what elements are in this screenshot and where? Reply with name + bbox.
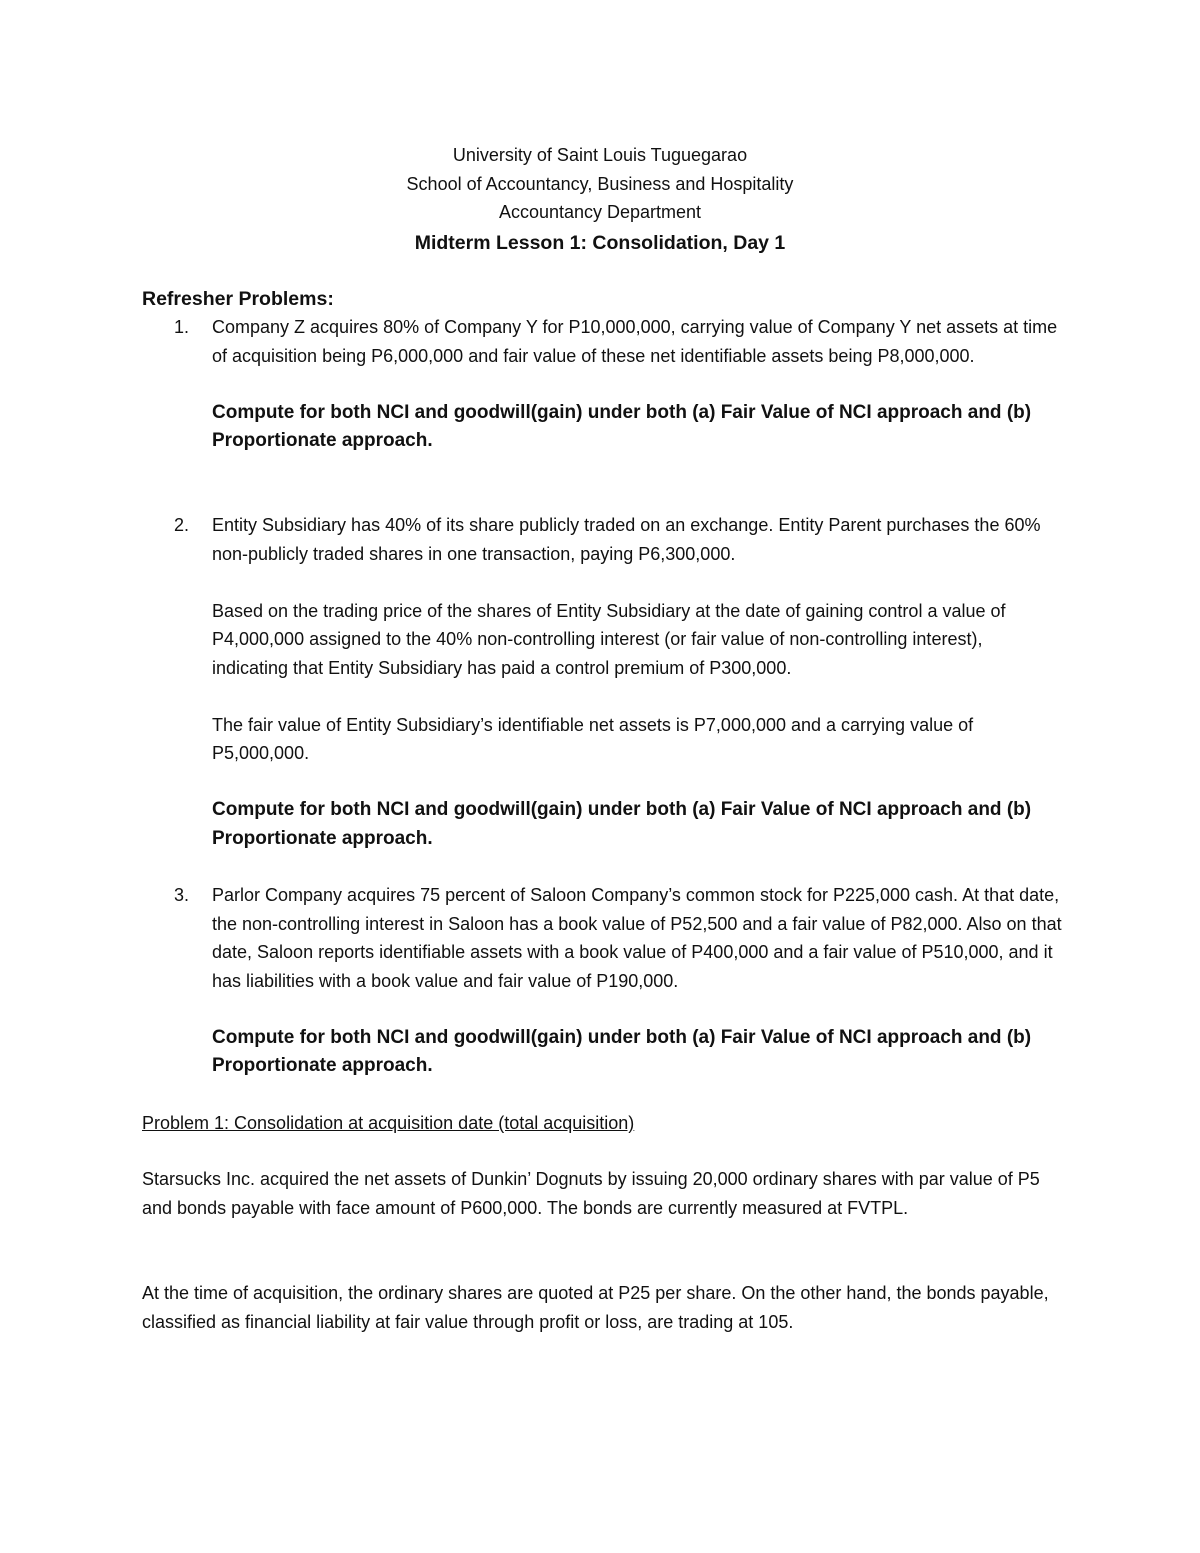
problem-content: [212, 313, 1062, 456]
department-name: Accountancy Department: [498, 202, 702, 222]
problem-content: [212, 511, 1062, 853]
problem-number: 1.: [174, 317, 190, 337]
problem-1-paragraph-2: At the time of acquisition, the ordinary shares are quoted at P25 per share. On the other hand, the bonds payable, classified as financial liability at fair value through profit or loss, are trading at 105.: [142, 1283, 1049, 1332]
lesson-title: Midterm Lesson 1: Consolidation, Day 1: [414, 231, 786, 254]
refresher-heading: Refresher Problems:: [142, 288, 334, 310]
problem-paragraph: Entity Subsidiary has 40% of its share publicly traded on an exchange. Entity Parent purchases the 60% non-publicly traded shares in one transaction, paying P6,300,000.: [212, 515, 1041, 564]
problem-instruction: Compute for both NCI and goodwill(gain) under both (a) Fair Value of NCI approach and (b) Proportionate approach.: [212, 1026, 1032, 1076]
problem-paragraph: Company Z acquires 80% of Company Y for P10,000,000, carrying value of Company Y net assets at time of acquisition being P6,000,000 and fair value of these net identifiable assets being P8,000,000.: [212, 317, 1058, 366]
problem-paragraph: Based on the trading price of the shares of Entity Subsidiary at the date of gaining control a value of P4,000,000 assigned to the 40% non-controlling interest (or fair value of non-controlling interest), indicating that Entity Subsidiary has paid a control premium of P300,000.: [212, 600, 1006, 678]
problem-number: 2.: [174, 515, 190, 535]
problem-1-paragraph-1: Starsucks Inc. acquired the net assets of Dunkin’ Dognuts by issuing 20,000 ordinary shares with par value of P5 and bonds payable with face amount of P600,000. The bonds are currently measured at FVTPL.: [142, 1169, 1040, 1218]
problem-content: [212, 881, 1062, 1081]
problem-instruction: Compute for both NCI and goodwill(gain) under both (a) Fair Value of NCI approach and (b) Proportionate approach.: [212, 799, 1032, 849]
school-name: School of Accountancy, Business and Hospitality: [406, 173, 794, 194]
problem-number: 3.: [174, 885, 190, 905]
problem-1-heading: Problem 1: Consolidation at acquisition date (total acquisition): [142, 1113, 635, 1133]
problem-instruction: Compute for both NCI and goodwill(gain) under both (a) Fair Value of NCI approach and (b) Proportionate approach.: [212, 401, 1032, 451]
university-name: University of Saint Louis Tuguegarao: [452, 145, 748, 165]
document-header: [0, 141, 1200, 260]
problem-paragraph: Parlor Company acquires 75 percent of Saloon Company’s common stock for P225,000 cash. At that date, the non-controlling interest in Saloon has a book value of P52,500 and a fair value of P82,000. Also on that date, Saloon reports identifiable assets with a book value of P400,000 and a fair value of P510,000, and it has liabilities with a book value and fair value of P190,000.: [212, 885, 1062, 991]
problem-paragraph: The fair value of Entity Subsidiary’s identifiable net assets is P7,000,000 and a carrying value of P5,000,000.: [212, 714, 974, 763]
